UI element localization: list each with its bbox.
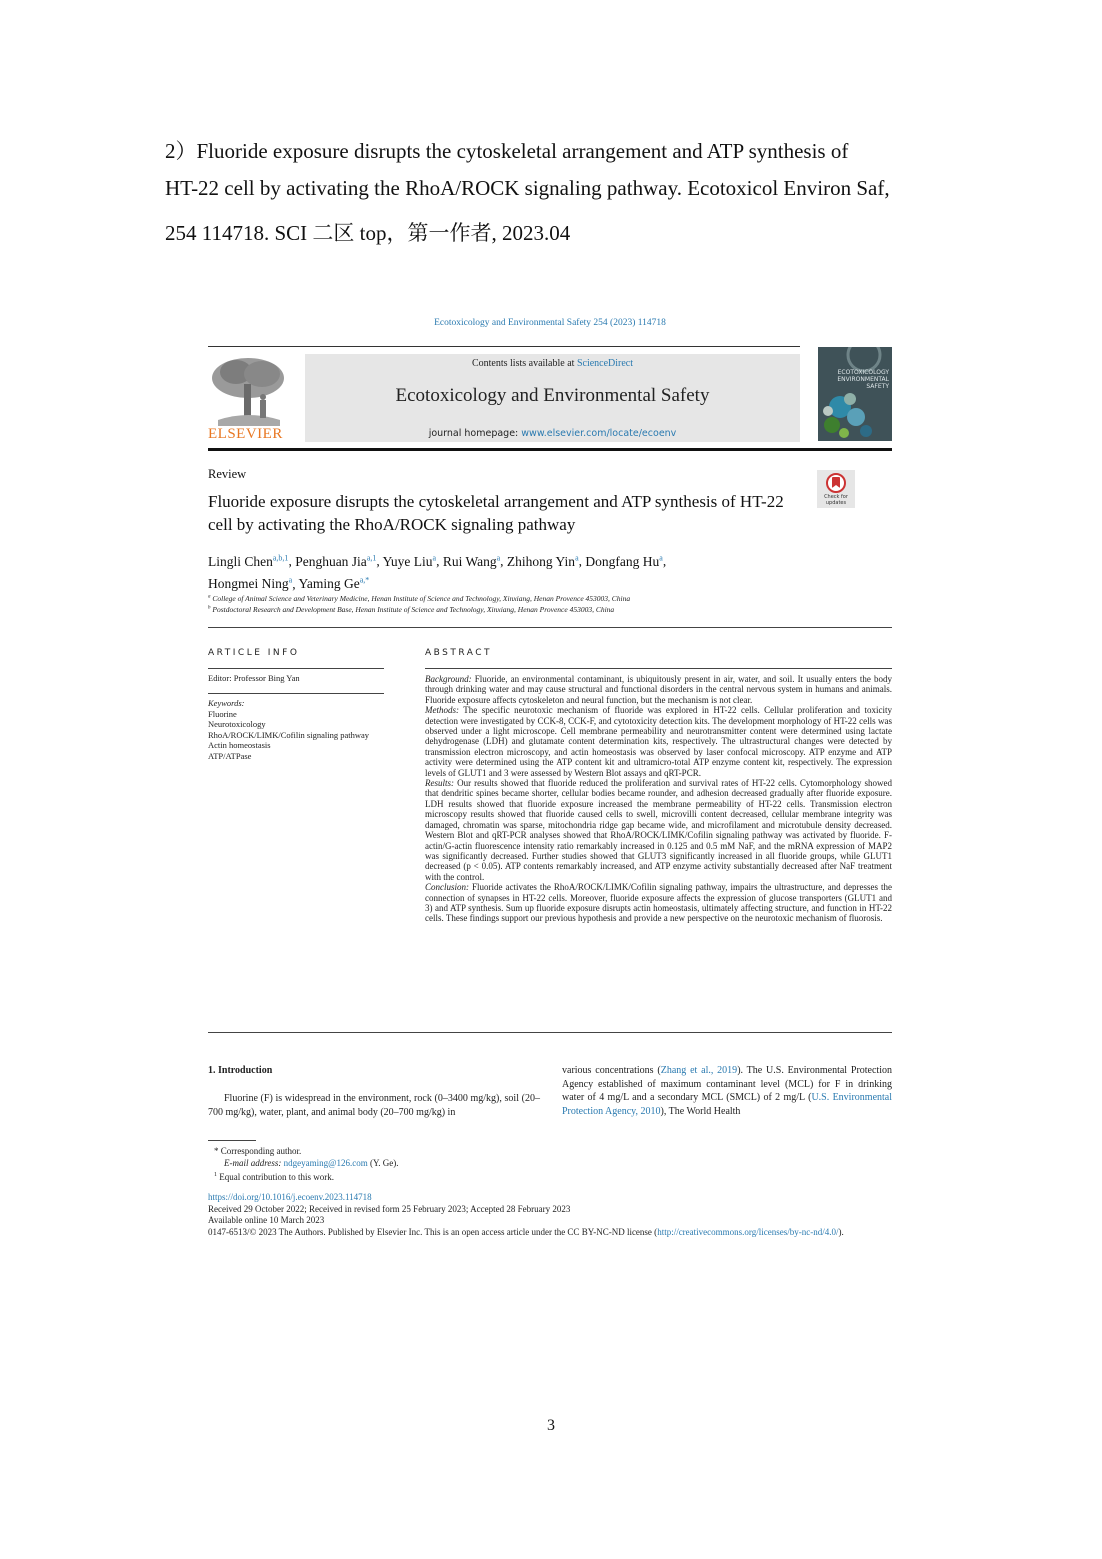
email-label: E-mail address:	[224, 1158, 282, 1168]
footnote-equal-text: Equal contribution to this work.	[219, 1172, 334, 1182]
author[interactable]	[208, 554, 288, 569]
author-affiliation-marker: a	[659, 553, 663, 562]
article-info-heading: ARTICLE INFO	[208, 648, 300, 658]
author-affiliation-marker: a,1	[366, 553, 377, 562]
affiliation-b-text: Postdoctoral Research and Development Base, Henan Institute of Science and Technology, Xinxiang, Henan Provence 453003, China	[212, 605, 615, 614]
email-suffix: (Y. Ge).	[367, 1158, 399, 1168]
footnote-corresponding: * Corresponding author.	[214, 1146, 302, 1156]
homepage-prefix: journal homepage:	[428, 428, 522, 439]
elsevier-wordmark: ELSEVIER	[208, 426, 283, 442]
author[interactable]	[383, 554, 436, 569]
author-name: Penghuan Jia	[295, 553, 367, 569]
author-name: Rui Wang	[442, 553, 497, 569]
article-type: Review	[208, 467, 247, 481]
page-number: 3	[547, 1417, 555, 1434]
author-name: Yuye Liu	[382, 553, 433, 569]
contents-available	[305, 358, 800, 369]
reference-link[interactable]: U.S. Environmental Protection Agency, 2010	[562, 1092, 893, 1117]
intro-text: ). The U.S. Environmental Protection Agency established of maximum contaminant level (MCL) for F in drinking water of 4 mg/L and a secondary MCL (SMCL) of 2 mg/L (	[562, 1065, 892, 1103]
keywords-label: Keywords:	[208, 698, 245, 708]
contents-prefix: Contents lists available at	[471, 358, 577, 369]
footnote-divider	[208, 1140, 256, 1141]
email-link[interactable]: ndgeyaming@126.com	[283, 1158, 368, 1168]
journal-homepage	[305, 428, 800, 439]
author[interactable]	[298, 576, 369, 591]
citation-line-2: HT-22 cell by activating the RhoA/ROCK signaling pathway. Ecotoxicol Environ Saf,	[165, 176, 890, 200]
license-suffix: ).	[838, 1226, 844, 1237]
abstract-heading: ABSTRACT	[425, 648, 493, 658]
keyword-item: Neurotoxicology	[208, 719, 266, 729]
journal-name: Ecotoxicology and Environmental Safety	[395, 385, 710, 406]
doi-link[interactable]: https://doi.org/10.1016/j.ecoenv.2023.114718	[208, 1192, 372, 1202]
author[interactable]	[208, 576, 292, 591]
author-name: Hongmei Ning	[208, 576, 289, 591]
author-affiliation-marker: a,b,1	[272, 553, 289, 562]
abstract-methods-text: The specific neurotoxic mechanism of fluoride was explored in HT-22 cells. Cellular proliferation and toxicity detection were investigated by CCK-8, CCK-F, and cytotoxicity detection kits. The development morphology of HT-22 cells was observed under a light microscope. Cell membrane permeability and neurotransmitter content were determined using lactate dehydrogenase (LDH) and glutamate content determination kits, respectively. The ultrastructural changes were detected by transmission electron microscopy, and actin homeostasis was observed by laser confocal microscopy. ATP enzyme and ATP activity were determined using the ATP content kit and ultramicro-total ATP enzyme content kit, respectively. The expression levels of GLUT1 and 3 were assessed by Western Blot assays and qRT-PCR.	[425, 705, 892, 778]
intro-text: various concentrations (	[562, 1065, 661, 1076]
abstract-background-text: Fluoride, an environmental contaminant, is ubiquitously present in air, water, and soil. It usually enters the body through drinking water and may cause structural and functional disorders in the central nervous system in humans and animals. Fluoride exposure affects cytoskeleton and neural function, but the mechanism is not clear.	[425, 674, 893, 705]
author[interactable]	[585, 554, 662, 569]
divider	[208, 1032, 892, 1033]
header-thick-rule	[208, 448, 892, 451]
author[interactable]	[507, 554, 579, 569]
introduction-heading: 1. Introduction	[208, 1065, 273, 1076]
license-line	[208, 1227, 892, 1239]
keyword-item: RhoA/ROCK/LIMK/Cofilin signaling pathway	[208, 729, 370, 740]
affiliation-a-text: College of Animal Science and Veterinary Medicine, Henan Institute of Science and Technology, Xinxiang, Henan Provence 453003, China	[212, 594, 631, 603]
article-title: Fluoride exposure disrupts the cytoskeletal arrangement and ATP synthesis of HT-22 cell by activating the RhoA/ROCK signaling pathway	[208, 492, 784, 534]
divider	[208, 668, 384, 669]
author-list: Lingli Chen$^{a,b,1}$, Penghuan Jia$^{a,1}$, Yuye Liu$^a$, Rui Wang$^a$, Zhihong Yin$^a$, Dongfang Hu$^a$, Hongmei Ning$^a$, Yaming $Ge^{a,*}$	[208, 553, 667, 591]
citation-line-3: 254 114718. SCI 二区 top，第一作者, 2023.04	[165, 221, 571, 245]
divider	[208, 346, 800, 347]
cover-title-line-3: SAFETY	[866, 383, 889, 390]
available-online-date: Available online 10 March 2023	[208, 1215, 325, 1225]
footnote-email	[214, 1157, 614, 1169]
keywords-block	[208, 698, 369, 761]
publication-info: Ecotoxicology and Environmental Safety 254 (2023) 114718	[434, 318, 666, 328]
publication-details	[208, 1192, 892, 1238]
reference-link[interactable]: Zhang et al., 2019	[660, 1065, 738, 1076]
abstract-results	[425, 778, 892, 882]
footnotes	[214, 1145, 614, 1183]
keyword-item: Fluorine	[208, 708, 237, 719]
abstract-background-label: Background:	[425, 674, 472, 684]
affiliation-b: $^b$ Postdoctoral Research and Development Base, Henan Institute of Science and Technology, Xinxiang, Henan Provence 453003, China	[208, 605, 615, 614]
divider	[208, 693, 384, 694]
author[interactable]	[443, 554, 500, 569]
cover-title-line-1: ECOTOXICOLOGY	[837, 369, 889, 376]
editor-line: Editor: Professor Bing Yan	[208, 673, 300, 683]
abstract-conclusion-label: Conclusion:	[425, 882, 469, 893]
homepage-link[interactable]: www.elsevier.com/locate/ecoenv	[521, 428, 677, 439]
author-name: Yaming Ge	[298, 576, 360, 591]
footnote-corresponding-text: Corresponding author.	[220, 1146, 302, 1156]
abstract-conclusion	[425, 882, 892, 924]
footnote-equal: $^1$ Equal contribution to this work.	[214, 1172, 334, 1182]
check-for-updates-badge[interactable]	[817, 470, 855, 508]
author[interactable]	[295, 554, 376, 569]
divider	[425, 668, 892, 669]
sciencedirect-link[interactable]: ScienceDirect	[576, 358, 634, 369]
journal-header-box	[305, 354, 800, 442]
divider	[208, 627, 892, 628]
citation-line-1: 2）Fluoride exposure disrupts the cytoskeletal arrangement and ATP synthesis of	[165, 139, 849, 163]
received-dates: Received 29 October 2022; Received in revised form 25 February 2023; Accepted 28 February 2023	[208, 1203, 571, 1214]
journal-cover-thumbnail	[818, 347, 892, 441]
keyword-item: ATP/ATPase	[208, 750, 252, 761]
author-affiliation-marker: a,*	[359, 575, 370, 585]
affiliation-a: $^a$ College of Animal Science and Veterinary Medicine, Henan Institute of Science and Technology, Xinxiang, Henan Provence 453003, China	[208, 594, 631, 603]
abstract-methods	[425, 705, 892, 778]
author-name: Dongfang Hu	[585, 553, 660, 569]
introduction-right-column	[562, 1064, 892, 1118]
introduction-left-column: Fluorine (F) is widespread in the environment, rock (0–3400 mg/kg), soil (20–700 mg/kg), water, plant, and animal body (20–700 mg/kg) in	[208, 1093, 540, 1118]
author-name: Lingli Chen	[208, 553, 273, 569]
abstract-conclusion-text: Fluoride activates the RhoA/ROCK/LIMK/Cofilin signaling pathway, impairs the ultrastructure, and depresses the connection of synapses in HT-22 cells. Moreover, fluoride exposure affects the expression of glucose transporters (GLUT1 and 3) and ATP synthesis. Sum up fluoride exposure disrupts actin homeostasis, ultimately affecting structure, and function in HT-22 cells. These findings support our previous hypothesis and provide a new perspective on the neurotoxic mechanism of fluorosis.	[425, 882, 893, 924]
cover-title	[837, 369, 889, 390]
keyword-item: Actin homeostasis	[208, 740, 271, 750]
author-affiliation-marker: a	[575, 553, 579, 562]
cover-title-line-2: ENVIRONMENTAL	[837, 376, 889, 383]
abstract-body	[425, 674, 892, 924]
abstract-results-label: Results:	[425, 778, 454, 789]
author-name: Zhihong Yin	[506, 553, 576, 569]
author-affiliation-marker: a	[496, 553, 501, 562]
abstract-results-text: Our results showed that fluoride reduced the proliferation and survival rates of HT-22 cells. Cytomorphology showed that dendritic spines became shorter, cellular bodies became rounder, and adhesion decreased gradually after fluoride exposure. LDH results showed that fluoride exposure increased the membrane permeability of HT-22 cells. Transmission electron microscopy results showed that fluoride caused cells to swell, microvilli content decreased, cellular membrane integrity was damaged, chromatin was sparse, mitochondria ridge gap became wide, and microfilament and microtubule density decreased. Western Blot and qRT-PCR analyses showed that RhoA/ROCK/LIMK/Cofilin signaling pathway was activated by fluoride. F-actin/G-actin fluorescence intensity ratio remarkably increased in 0.125 and 0.5 mM NaF, and the mRNA expression of MAP2 was significantly decreased. Further studies showed that GLUT3 significantly increased in all fluoride groups, while GLUT1 decreased (p < 0.05). ATP contents remarkably increased, and ATP enzyme activity substantially decreased after NaF treatment with the control.	[425, 778, 892, 882]
cover-artwork	[818, 347, 892, 441]
abstract-background	[425, 674, 892, 705]
author-affiliation-marker: a	[288, 575, 293, 585]
intro-text: ), The World Health	[660, 1105, 741, 1117]
license-link[interactable]: http://creativecommons.org/licenses/by-nc-nd/4.0/	[657, 1226, 839, 1237]
crossmark-label: Check for updates	[824, 494, 848, 506]
author-affiliation-marker: a	[432, 553, 437, 562]
abstract-methods-label: Methods:	[425, 705, 459, 716]
license-text: 0147-6513/© 2023 The Authors. Published by Elsevier Inc. This is an open access article under the CC BY-NC-ND license (	[208, 1226, 658, 1237]
